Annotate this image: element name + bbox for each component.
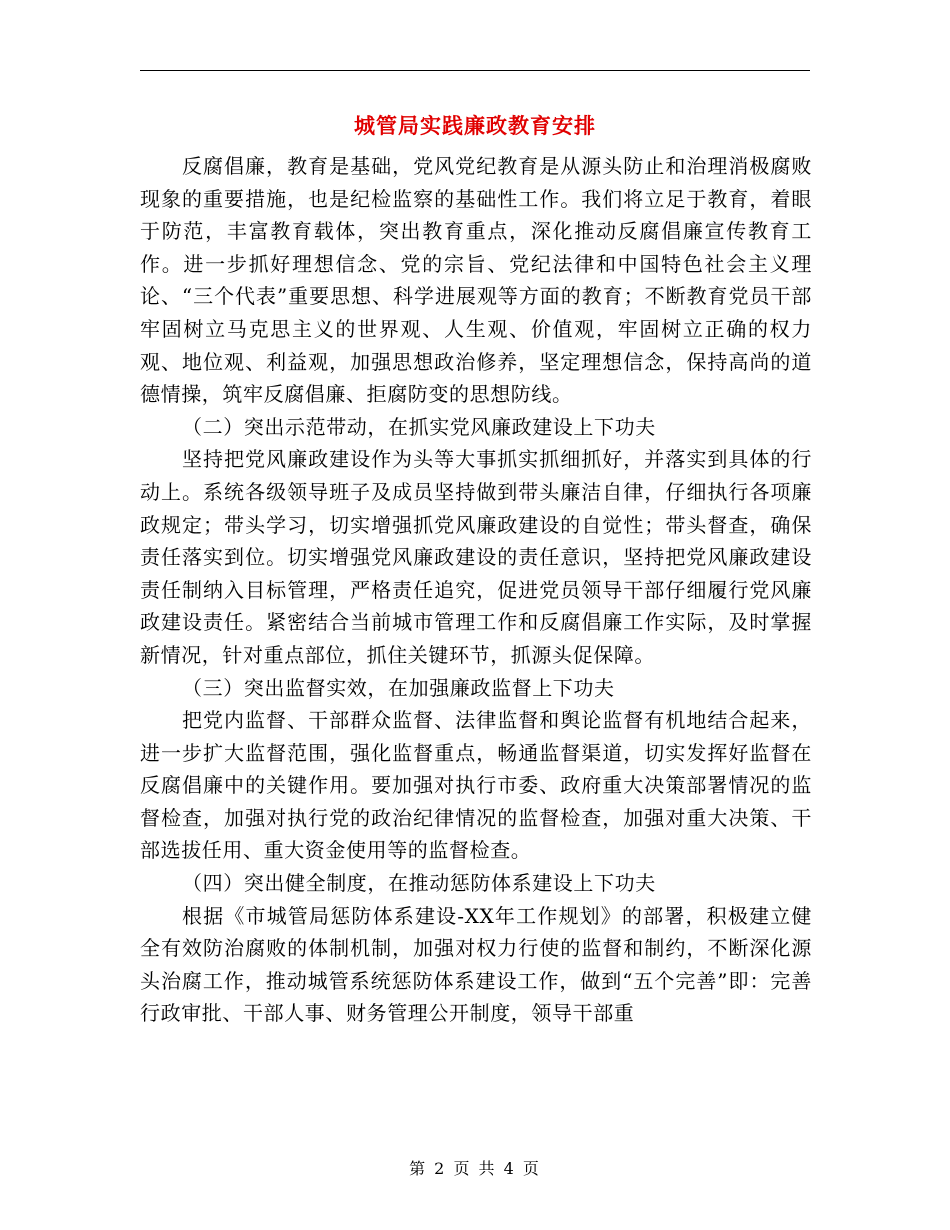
paragraph-section-3: 把党内监督、干部群众监督、法律监督和舆论监督有机地结合起来，进一步扩大监督范围，强化监督重点，畅通监督渠道，切实发挥好监督在反腐倡廉中的关键作用。要加强对执行市委、政府重大决策部署情况的监督检查，加强对执行党的政治纪律情况的监督检查，加强对重大决策、干部选拔任用、重大资金使用等的监督检查。: [140, 708, 812, 863]
header-rule: [140, 70, 810, 71]
section-heading-2: （二）突出示范带动，在抓实党风廉政建设上下功夫: [182, 414, 656, 439]
paragraph-section-4: 根据《市城管局惩防体系建设-XX年工作规划》的部署，积极建立健全有效防治腐败的体制机制，加强对权力行使的监督和制约，不断深化源头治腐工作，推动城管系统惩防体系建设工作，做到“五个完善”即：完善行政审批、干部人事、财务管理公开制度，领导干部重: [140, 903, 812, 1026]
section-heading-3: （三）突出监督实效，在加强廉政监督上下功夫: [182, 675, 615, 700]
paragraph-section-2: 坚持把党风廉政建设作为头等大事抓实抓细抓好，并落实到具体的行动上。系统各级领导班子及成员坚持做到带头廉洁自律，仔细执行各项廉政规定；带头学习，切实增强抓党风廉政建设的自觉性；带头督查，确保责任落实到位。切实增强党风廉政建设的责任意识，坚持把党风廉政建设责任制纳入目标管理，严格责任追究，促进党员领导干部仔细履行党风廉政建设责任。紧密结合当前城市管理工作和反腐倡廉工作实际，及时掌握新情况，针对重点部位，抓住关键环节，抓源头促保障。: [140, 447, 812, 667]
document-title: 城管局实践廉政教育安排: [354, 114, 596, 138]
document-body: [140, 150, 812, 1030]
paragraph-intro: 反腐倡廉，教育是基础，党风党纪教育是从源头防止和治理消极腐败现象的重要措施，也是纪检监察的基础性工作。我们将立足于教育，着眼于防范，丰富教育载体，突出教育重点，深化推动反腐倡廉宣传教育工作。进一步抓好理想信念、党的宗旨、党纪法律和中国特色社会主义理论、“三个代表”重要思想、科学进展观等方面的教育；不断教育党员干部牢固树立马克思主义的世界观、人生观、价值观，牢固树立正确的权力观、地位观、利益观，加强思想政治修养，坚定理想信念，保持高尚的道德情操，筑牢反腐倡廉、拒腐防变的思想防线。: [140, 154, 812, 407]
section-heading-4: （四）突出健全制度，在推动惩防体系建设上下功夫: [182, 871, 656, 896]
page-number-footer: 第 2 页 共 4 页: [409, 1159, 541, 1178]
